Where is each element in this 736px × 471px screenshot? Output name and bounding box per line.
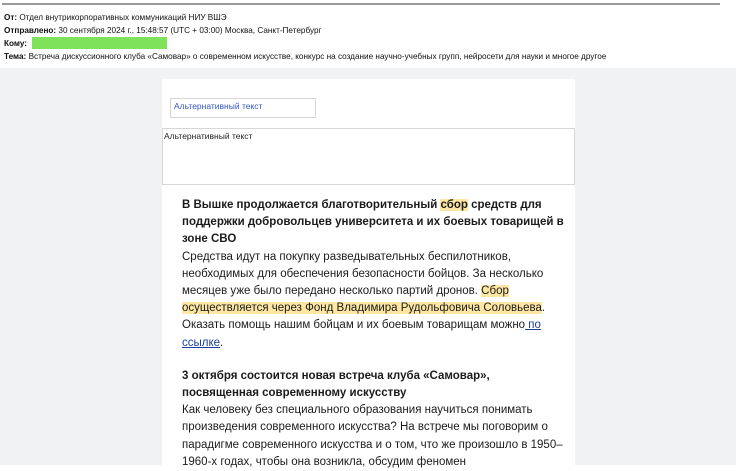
donation-link[interactable]: по ссылке bbox=[182, 319, 541, 349]
section1-body bbox=[182, 249, 567, 352]
section1-title-highlight: сбор bbox=[440, 199, 468, 211]
from-label: От: bbox=[4, 13, 18, 22]
to-row bbox=[4, 37, 732, 51]
section1-body-text: Средства идут на покупку разведывательных беспилотников, необходимых для обеспечения безопасности бойцов. За несколько месяцев уже было передано несколько партий дронов. bbox=[182, 250, 544, 298]
alt-text-small: Альтернативный текст bbox=[174, 101, 263, 111]
alt-text-banner: Альтернативный текст bbox=[164, 131, 253, 141]
sent-label: Отправлено: bbox=[4, 25, 57, 35]
section1-title-text: В Вышке продолжается благотворительный bbox=[182, 199, 441, 211]
section1-body-highlight: Сбор осуществляется через Фонд Владимира Рудольфовича Соловьева bbox=[182, 285, 542, 315]
image-placeholder-banner bbox=[162, 128, 575, 185]
section2-body: Как человеку без специального образования научиться понимать произведения современного искусства? На встрече мы поговорим о парадигме современного искусства и о том, что же произошло в 1950–1960-х годах, чтобы она возникла, обсудим феномен bbox=[182, 404, 563, 468]
recipient-redaction bbox=[32, 37, 167, 49]
email-headers bbox=[4, 12, 732, 63]
section1-body-rest: . Оказать помощь нашим бойцам и их боевым товарищам можно bbox=[182, 302, 546, 332]
section-spacer bbox=[182, 352, 567, 368]
section1-body-end: . bbox=[220, 336, 224, 349]
newsletter-article bbox=[182, 197, 567, 471]
section1-title-rest: средств для поддержки добровольцев университета и их боевых товарищей в зоне СВО bbox=[182, 199, 564, 246]
image-placeholder-small bbox=[170, 98, 316, 118]
section2-title: 3 октября состоится новая встреча клуба «Самовар», посвященная современному искусству bbox=[182, 369, 490, 400]
subject-label: Тема: bbox=[4, 51, 27, 61]
subject-row bbox=[4, 51, 732, 64]
sent-value: 30 сентября 2024 г., 15:48:57 (UTC + 03:00) Москва, Санкт-Петербург bbox=[58, 25, 322, 35]
from-value: Отдел внутрикорпоративных коммуникаций НИУ ВШЭ bbox=[19, 13, 227, 22]
from-row bbox=[4, 12, 732, 25]
sent-row bbox=[4, 25, 732, 38]
header-divider bbox=[2, 3, 720, 5]
subject-value: Встреча дискуссионного клуба «Самовар» о современном искусстве, конкурс на создание научно-учебных групп, нейросети для науки и многое другое bbox=[28, 51, 607, 61]
section1-title bbox=[182, 197, 567, 249]
to-label: Кому: bbox=[4, 39, 28, 49]
